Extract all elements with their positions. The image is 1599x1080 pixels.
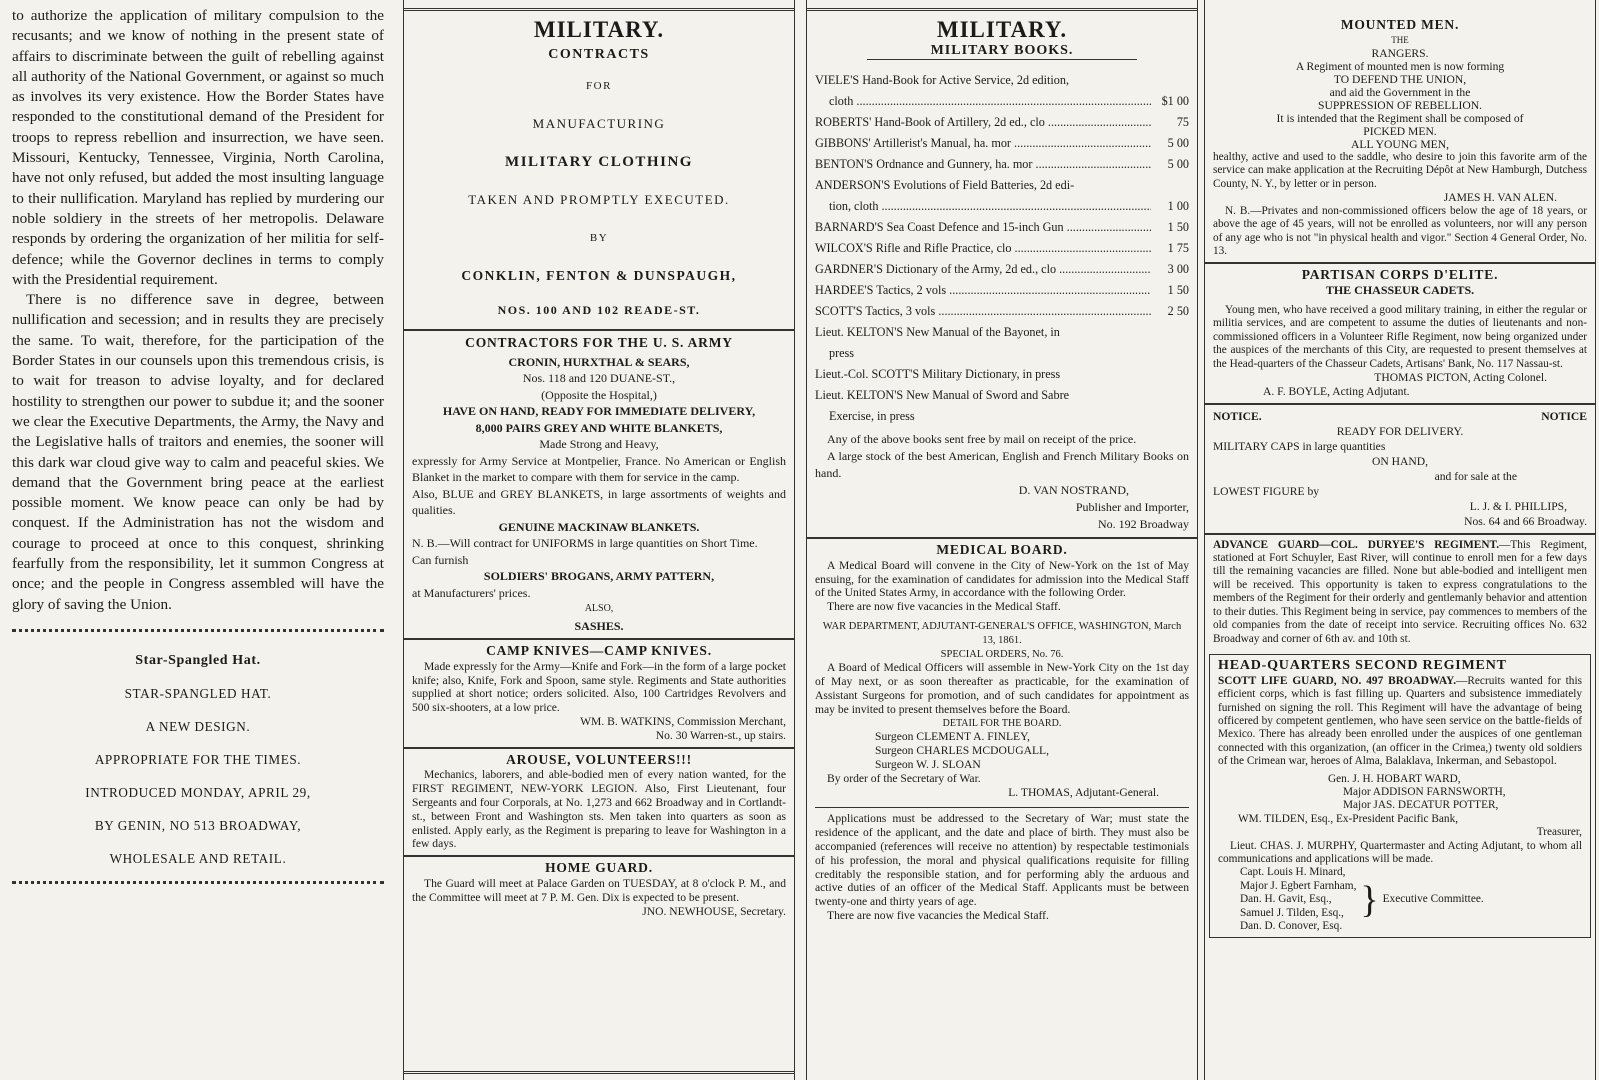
ad-line: CRONIN, HURXTHAL & SEARS, (508, 354, 690, 369)
ad-body: Any of the above books sent free by mail on receipt of the price. (827, 432, 1137, 446)
notice-ad (1205, 403, 1595, 533)
ad-body-text: —This Regiment, stationed at Fort Schuyler, East River, will continue to enroll men for a few days till the remaining vacancies are filled. None but able-bodied and intelligent men will be received. This opportunity is taken to express congratulations to the members of the Regiment for their orderly and gentlemanly behavior and attention to their duties. This Regiment being in service, pay commences to members of the old companies from the date of receipt into service. Recruiting offices No. 632 Broadway and corner of 6th av. and 10th st. (1213, 538, 1587, 645)
ad-line: TO DEFEND THE UNION, (1333, 72, 1467, 86)
book-item (807, 343, 1197, 364)
book-price (1151, 70, 1189, 91)
ad-signature: A. F. BOYLE, Acting Adjutant. (1263, 384, 1410, 398)
ad-line: RANGERS. (1371, 46, 1429, 60)
ad-line: FOR (586, 80, 612, 92)
ad-line: BY (589, 232, 609, 244)
ad-line: It is intended that the Regiment shall be composed of (1276, 111, 1524, 125)
ad-line: By order of the Secretary of War. (827, 771, 981, 785)
book-price (1151, 322, 1189, 343)
masthead: MILITARY. (936, 17, 1068, 42)
books-footer (807, 427, 1197, 537)
ad-body: Applications must be addressed to the Secretary of War; must state the residence of the applicant, and the date and place of birth. They must also be accompanied (references will receive no attention) by respectable testimonials of his profession, the moral and physical qualifications requisite for filling creditably the responsible station, and for performing ably the arduous and active duties of an officer of the Medical Staff. Applicants must be between twenty-one and thirty years of age. (815, 807, 1189, 909)
book-price: 5 00 (1167, 136, 1189, 150)
book-item (807, 238, 1197, 259)
rule (404, 0, 794, 11)
book-price: 5 00 (1167, 157, 1189, 171)
ad-heading: MEDICAL BOARD. (936, 542, 1068, 557)
ad-line: A Regiment of mounted men is now forming (1295, 59, 1505, 73)
editorial-paragraph: to authorize the application of military compulsion to the recusants; and we know of nothing in the present state of affairs to discriminate between the guilt of rebelling against all authority of the National Government, or against so much as involves its very existence. How the Border States have responded to the constitutional demand of the President for troops to repress rebellion and insurrection, we have seen. Missouri, Kentucky, Tennessee, Virginia, North Carolina, have not only refused, but added the most insulting language to their nullification. Maryland has replied by murdering our noble soldiery in the streets of her metropolis. Delaware responds by ordering the organization of her militia for self-defence; while the Governor declines in terms to comply with the Presidential requirement. (12, 7, 384, 288)
advance-guard-ad (1205, 533, 1595, 650)
ad-line: SPECIAL ORDERS, No. 76. (940, 648, 1064, 660)
ad-body: Mechanics, laborers, and able-bodied men of every nation wanted, for the FIRST REGIMENT, NEW-YORK LEGION. Also, First Lieutenant, four Sergeants and four Corporals, at No. 1,273 and 662 Broadway and in Cortlandt-st., between Front and Washington sts. Men taken into quarters as soon as enlisted. Apply early, as the Regiment is preparing to leave for Washington in a few days. (412, 768, 786, 851)
ad-signature: WM. TILDEN, Esq., Ex-President Pacific Bank, (1238, 812, 1459, 825)
ad-line: MILITARY CLOTHING (505, 154, 693, 170)
ad-line: SASHES. (574, 618, 624, 633)
book-price (1151, 385, 1189, 406)
ad-signature: No. 30 Warren-st., up stairs. (655, 728, 786, 742)
ad-signature: Major JAS. DECATUR POTTER, (1343, 799, 1499, 812)
ad-line: and aid the Government in the (1329, 85, 1471, 99)
editorial-text (12, 6, 384, 615)
ad-line: APPROPRIATE FOR THE TIMES. (94, 751, 302, 767)
book-item (807, 133, 1197, 154)
book-title: Lieut.-Col. SCOTT'S Military Dictionary, in press (815, 367, 1061, 381)
ad-line: HAVE ON HAND, READY FOR IMMEDIATE DELIVERY, (442, 404, 756, 418)
book-price: 1 75 (1167, 241, 1189, 255)
ad-line: at Manufacturers' prices. (412, 585, 531, 600)
book-price (1151, 406, 1189, 427)
ad-line: CONTRACTS (548, 47, 650, 62)
ad-body: expressly for Army Service at Montpelier, France. No American or English Blanket in the market to compare with them for service in the camp. (412, 453, 786, 484)
ad-line: Surgeon CLEMENT A. FINLEY, (875, 730, 1030, 744)
ad-line: DETAIL FOR THE BOARD. (942, 717, 1062, 729)
book-item (807, 406, 1197, 427)
ad-line: BY GENIN, NO 513 BROADWAY, (94, 817, 302, 833)
committee-member: Major J. Egbert Farnham, (1240, 879, 1357, 892)
ad-line: GENUINE MACKINAW BLANKETS. (498, 519, 700, 534)
ad-line: ALSO, (584, 603, 614, 614)
committee-member: Dan. H. Gavit, Esq., (1240, 893, 1332, 906)
book-title: ANDERSON'S Evolutions of Field Batteries, 2d edi- (815, 178, 1075, 192)
book-price (1151, 343, 1189, 364)
book-item (807, 301, 1197, 322)
book-item (807, 259, 1197, 280)
publisher-name: D. VAN NOSTRAND, (1018, 483, 1129, 497)
ad-heading: PARTISAN CORPS D'ELITE. (1301, 267, 1499, 283)
book-price: 3 00 (1167, 262, 1189, 276)
book-title: BARNARD'S Sea Coast Defence and 15-inch Gun ..... (815, 217, 1151, 238)
ad-signature: L. J. & I. PHILLIPS, (1469, 499, 1567, 513)
ad-line: NOS. 100 AND 102 READE-ST. (497, 303, 701, 317)
book-title: GARDNER'S Dictionary of the Army, 2d ed., clo ..... (815, 259, 1151, 280)
book-title: Lieut. KELTON'S New Manual of the Bayonet, in (815, 325, 1060, 339)
ad-signature: WM. B. WATKINS, Commission Merchant, (580, 714, 786, 728)
ad-body: N. B.—Will contract for UNIFORMS in large quantities on Short Time. (412, 536, 758, 550)
home-guard-ad (404, 855, 794, 922)
ad-body: A large stock of the best American, English and French Military Books on hand. (815, 449, 1189, 480)
ad-body: N. B.—Privates and non-commissioned officers below the age of 18 years, or above the age of 45 years, will not be enrolled as volunteers, nor will any person of any age who is not "in physical health and vigor." Section 4 General Order, No. 13. (1213, 204, 1587, 258)
rule (807, 0, 1197, 11)
divider (12, 629, 384, 632)
ad-line: Nos. 118 and 120 DUANE-ST., (522, 371, 676, 385)
ad-line: MANUFACTURING (532, 116, 666, 131)
notice-left: NOTICE. (1213, 409, 1262, 423)
partisan-corps-ad (1205, 262, 1595, 402)
book-item (807, 364, 1197, 385)
ad-signature: JNO. NEWHOUSE, Secretary. (642, 904, 786, 918)
ad-subheading: THE CHASSEUR CADETS. (1325, 283, 1475, 298)
ad-line: ON HAND, (1371, 454, 1429, 468)
book-title: WILCOX'S Rifle and Rifle Practice, clo ..... (815, 238, 1151, 259)
ad-body-text: —Recruits wanted for this efficient corps, which is fast filling up. Quarters and subsistence immediately furnished on signing the roll. This Regiment will have the advantage of being officered by competent gentlemen, who have seen service on the battle-fields of Mexico. There has already been enrolled under the auspices of one gentleman connected with this organization, (an officer in the Crimea,) twenty old soldiers of the Crimean war, heroes of Alma, Balaklava, Inkerman, and Sebastopol. (1218, 674, 1582, 768)
ad-heading: MOUNTED MEN. (1340, 17, 1460, 32)
book-title: HARDEE'S Tactics, 2 vols ..... (815, 280, 1151, 301)
book-title: tion, cloth ..... (829, 196, 1151, 217)
ad-signature: Gen. J. H. HOBART WARD, (1328, 772, 1461, 785)
ad-body (1213, 539, 1587, 646)
ad-heading: CONTRACTORS FOR THE U. S. ARMY (465, 335, 733, 350)
ad-signature: Nos. 64 and 66 Broadway. (1464, 514, 1587, 528)
subheading: MILITARY BOOKS. (867, 43, 1137, 60)
book-title: Lieut. KELTON'S New Manual of Sword and Sabre (815, 388, 1070, 402)
notice-right: NOTICE (1541, 409, 1587, 423)
ad-heading: ADVANCE GUARD—COL. DURYEE'S REGIMENT. (1213, 538, 1500, 551)
book-title: ROBERTS' Hand-Book of Artillery, 2d ed., clo ..... (815, 112, 1151, 133)
ad-line: Can furnish (412, 552, 469, 567)
book-title: Exercise, in press (829, 409, 915, 423)
notice-heading (1213, 409, 1587, 424)
military-column-3 (1204, 0, 1596, 1080)
ad-line: (Opposite the Hospital,) (541, 387, 657, 402)
ad-line: THE (1391, 34, 1409, 45)
ad-line: Surgeon CHARLES MCDOUGALL, (875, 744, 1050, 758)
book-item (807, 217, 1197, 238)
book-item (807, 322, 1197, 343)
ad-line: SOLDIERS' BROGANS, ARMY PATTERN, (483, 569, 715, 583)
publisher-address: No. 192 Broadway (1098, 517, 1189, 531)
ad-line: MILITARY CAPS in large quantities (1213, 439, 1386, 453)
camp-knives-ad (404, 638, 794, 747)
ad-line: READY FOR DELIVERY. (1336, 424, 1464, 438)
ad-line: 8,000 PAIRS GREY AND WHITE BLANKETS, (475, 420, 723, 435)
ad-heading: AROUSE, VOLUNTEERS!!! (506, 751, 692, 767)
ad-line: and for sale at the (1434, 469, 1517, 483)
ad-line: WHOLESALE AND RETAIL. (109, 850, 287, 866)
ad-body: Young men, who have received a good military training, in either the regular or militia services, and are competent to assume the duties of lieutenants and non-commissioned officers in a Volunteer Rifle Regiment, now being organized under the auspices of the merchants of this City, are requested to present themselves at the Head-quarters of the Chasseur Cadets, Artisans' Bank, No. 117 Nassau-st. (1213, 304, 1587, 370)
divider (12, 881, 384, 884)
head-quarters-ad (1209, 654, 1591, 939)
book-title: press (829, 346, 855, 360)
book-item (807, 385, 1197, 406)
committee-member: Dan. D. Conover, Esq. (1240, 920, 1343, 933)
ad-line: CONKLIN, FENTON & DUNSPAUGH, (461, 268, 737, 283)
editorial-paragraph: There is no difference save in degree, between nullification and secession; and in results they are precisely the same. To wait, therefore, for the participation of the Border States in our counsels upon this tremendous crisis, is to wait for treason to advise loyalty, and for declared hostility to strengthen our power to subdue it; and the sooner we clear the Executive Departments, the Army, the Navy and the Legislative halls of traitors and enemies, the sooner will this dark war cloud give way to calm and peaceful skies. We demand that the Government bring peace at the earliest possible moment. We know peace can only be had by conquest. If the Administration has not the wisdom and courage to proceed at once to this conquest, shrinking fearfully from the responsibility, let it summon Congress at once; and the people in Congress assembled will have the glory of saving the Union. (12, 291, 384, 613)
military-column-2 (806, 0, 1198, 1080)
book-title: cloth ..... (829, 91, 1151, 112)
ad-body (1218, 675, 1582, 769)
ad-line: A NEW DESIGN. (145, 718, 251, 734)
editorial-column (0, 0, 392, 1080)
book-price (1151, 364, 1189, 385)
medical-board-ad (807, 537, 1197, 927)
ad-signature: L. THOMAS, Adjutant-General. (1008, 785, 1159, 799)
book-title: SCOTT'S Tactics, 3 vols ..... (815, 301, 1151, 322)
ad-line: Surgeon W. J. SLOAN (875, 757, 981, 771)
ad-line: Star-Spangled Hat. (135, 652, 261, 668)
army-contractors-ad (404, 329, 794, 638)
publisher-title: Publisher and Importer, (1075, 500, 1189, 514)
ad-line: Made Strong and Heavy, (539, 437, 659, 451)
book-price: 2 50 (1167, 304, 1189, 318)
book-price: 1 00 (1167, 199, 1189, 213)
committee-label: Executive Committee. (1382, 893, 1484, 906)
ad-line: LOWEST FIGURE by (1213, 484, 1320, 498)
book-title: VIELE'S Hand-Book for Active Service, 2d edition, (815, 73, 1070, 87)
ad-body: There are now five vacancies in the Medical Staff. (827, 600, 1061, 614)
ad-body: Also, BLUE and GREY BLANKETS, in large assortments of weights and qualities. (412, 486, 786, 517)
masthead: MILITARY. (533, 17, 665, 42)
mounted-men-ad (1205, 0, 1595, 262)
ad-line: INTRODUCED MONDAY, APRIL 29, (85, 784, 311, 800)
ad-subheading: SCOTT LIFE GUARD, NO. 497 BROADWAY. (1218, 674, 1457, 687)
book-price (1151, 175, 1189, 196)
book-item (807, 70, 1197, 91)
book-price: 75 (1176, 115, 1189, 129)
ad-body: Lieut. CHAS. J. MURPHY, Quartermaster and Acting Adjutant, to whom all communications and applications will be made. (1218, 839, 1582, 865)
book-item (807, 154, 1197, 175)
committee-names (1218, 866, 1356, 933)
ad-signature: THOMAS PICTON, Acting Colonel. (1374, 371, 1547, 385)
ad-line: ALL YOUNG MEN, (1351, 137, 1449, 151)
ad-body: A Board of Medical Officers will assemble in New-York City on the 1st day of May next, or as soon thereafter as practicable, for the examination of Assistant Surgeons for promotion, and of such candidates for appointment as may be invited to present themselves before the Board. (815, 661, 1189, 716)
executive-committee (1218, 866, 1582, 933)
book-item (807, 112, 1197, 133)
ad-body: healthy, active and used to the saddle, who desire to join this favorite arm of the service can make application at the Recruiting Dépôt at New Hamburgh, Dutchess County, N. Y., by letter or in person. (1213, 150, 1587, 190)
book-title: GIBBONS' Artillerist's Manual, ha. mor ..... (815, 133, 1151, 154)
ad-line: WAR DEPARTMENT, ADJUTANT-GENERAL'S OFFICE, WASHINGTON, March 13, 1861. (822, 620, 1182, 646)
ad-signature: Major ADDISON FARNSWORTH, (1343, 785, 1506, 798)
ad-body: A Medical Board will convene in the City of New-York on the 1st of May ensuing, for the examination of candidates for admission into the Medical Staff of the United States Army, in accordance with the following Order. (815, 558, 1189, 600)
hat-advertisement (12, 638, 384, 875)
military-column-1 (403, 0, 795, 1080)
book-list (807, 70, 1197, 427)
book-item (807, 175, 1197, 196)
ad-line: TAKEN AND PROMPTLY EXECUTED. (468, 192, 730, 207)
ad-signature: Treasurer, (1536, 826, 1582, 839)
book-item (807, 196, 1197, 217)
arouse-volunteers-ad (404, 747, 794, 856)
ad-heading: HEAD-QUARTERS SECOND REGIMENT (1218, 657, 1507, 673)
book-title: BENTON'S Ordnance and Gunnery, ha. mor ..... (815, 154, 1151, 175)
brace: } (1360, 878, 1379, 921)
ad-body: The Guard will meet at Palace Garden on TUESDAY, at 8 o'clock P. M., and the Committee will meet at 7 P. M. Gen. Dix is expected to be present. (412, 876, 786, 904)
ad-heading: HOME GUARD. (545, 860, 653, 876)
book-price: 1 50 (1167, 220, 1189, 234)
book-price: 1 50 (1167, 283, 1189, 297)
book-item (807, 280, 1197, 301)
book-price: $1 00 (1161, 94, 1189, 108)
ad-signature: JAMES H. VAN ALEN. (1443, 191, 1557, 205)
book-item (807, 91, 1197, 112)
ad-body: There are now five vacancies the Medical Staff. (827, 908, 1049, 922)
ad-body: Made expressly for the Army—Knife and Fork—in the form of a large pocket knife; also, Knife, Fork and Spoon, same style. Regiments and State authorities supplied at short notice; orders solicited. Also, 100 Cartridges Revolvers and 500 six-shooters, at a low price. (412, 659, 786, 715)
committee-member: Samuel J. Tilden, Esq., (1240, 906, 1344, 919)
ad-line: PICKED MEN. (1363, 124, 1437, 138)
committee-member: Capt. Louis H. Minard, (1240, 866, 1346, 879)
ad-line: STAR-SPANGLED HAT. (124, 685, 272, 701)
contracts-ad (404, 43, 794, 329)
rule (404, 1071, 794, 1080)
ad-line: SUPPRESSION OF REBELLION. (1318, 98, 1482, 112)
ad-heading: CAMP KNIVES—CAMP KNIVES. (486, 643, 712, 658)
